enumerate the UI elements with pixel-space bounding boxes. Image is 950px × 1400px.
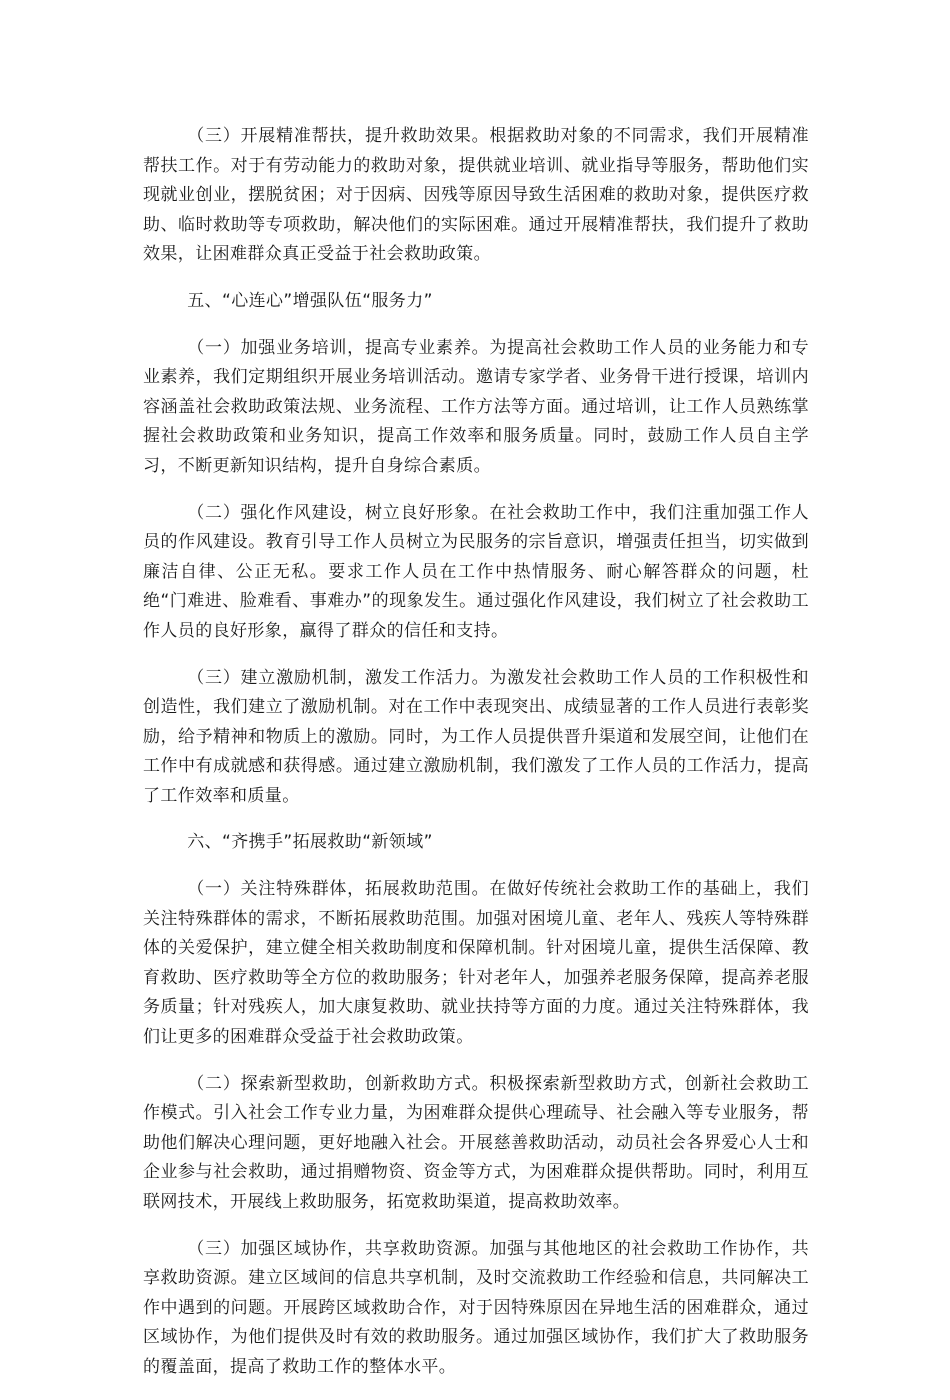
paragraph-business-training: （一）加强业务培训，提高专业素养。为提高社会救助工作人员的业务能力和专业素养，我们定期组织开展业务培训活动。邀请专家学者、业务骨干进行授课，培训内容涵盖社会救助政策法规、业务流程、工作方法等方面。通过培训，让工作人员熟练掌握社会救助政策和业务知识，提高工作效率和服务质量。同时，鼓励工作人员自主学习，不断更新知识结构，提升自身综合素质。: [143, 337, 809, 476]
section-heading-six: 六、“齐携手”拓展救助“新领域”: [187, 832, 433, 853]
section-heading-five: 五、“心连心”增强队伍“服务力”: [187, 290, 433, 311]
paragraph-work-style: （二）强化作风建设，树立良好形象。在社会救助工作中，我们注重加强工作人员的作风建设。教育引导工作人员树立为民服务的宗旨意识，增强责任担当，切实做到廉洁自律、公正无私。要求工作人员在工作中热情服务、耐心解答群众的问题，杜绝“门难进、脸难看、事难办”的现象发生。通过强化作风建设，我们树立了社会救助工作人员的良好形象，赢得了群众的信任和支持。: [143, 502, 809, 641]
paragraph-incentive-mechanism: （三）建立激励机制，激发工作活力。为激发社会救助工作人员的工作积极性和创造性，我们建立了激励机制。对在工作中表现突出、成绩显著的工作人员进行表彰奖励，给予精神和物质上的激励。同时，为工作人员提供晋升渠道和发展空间，让他们在工作中有成就感和获得感。通过建立激励机制，我们激发了工作人员的工作活力，提高了工作效率和质量。: [143, 667, 809, 806]
paragraph-precise-assistance: （三）开展精准帮扶，提升救助效果。根据救助对象的不同需求，我们开展精准帮扶工作。对于有劳动能力的救助对象，提供就业培训、就业指导等服务，帮助他们实现就业创业，摆脱贫困；对于因病、因残等原因导致生活困难的救助对象，提供医疗救助、临时救助等专项救助，解决他们的实际困难。通过开展精准帮扶，我们提升了救助效果，让困难群众真正受益于社会救助政策。: [143, 126, 809, 265]
paragraph-new-assistance: （二）探索新型救助，创新救助方式。积极探索新型救助方式，创新社会救助工作模式。引入社会工作专业力量，为困难群众提供心理疏导、社会融入等专业服务，帮助他们解决心理问题，更好地融入社会。开展慈善救助活动，动员社会各界爱心人士和企业参与社会救助，通过捐赠物资、资金等方式，为困难群众提供帮助。同时，利用互联网技术，开展线上救助服务，拓宽救助渠道，提高救助效率。: [143, 1073, 809, 1212]
document-page: [143, 122, 809, 1400]
paragraph-special-groups: （一）关注特殊群体，拓展救助范围。在做好传统社会救助工作的基础上，我们关注特殊群体的需求，不断拓展救助范围。加强对困境儿童、老年人、残疾人等特殊群体的关爱保护，建立健全相关救助制度和保障机制。针对困境儿童，提供生活保障、教育救助、医疗救助等全方位的救助服务；针对老年人，加强养老服务保障，提高养老服务质量；针对残疾人，加大康复救助、就业扶持等方面的力度。通过关注特殊群体，我们让更多的困难群众受益于社会救助政策。: [143, 879, 809, 1048]
paragraph-regional-cooperation: （三）加强区域协作，共享救助资源。加强与其他地区的社会救助工作协作，共享救助资源。建立区域间的信息共享机制，及时交流救助工作经验和信息，共同解决工作中遇到的问题。开展跨区域救助合作，对于因特殊原因在异地生活的困难群众，通过区域协作，为他们提供及时有效的救助服务。通过加强区域协作，我们扩大了救助服务的覆盖面，提高了救助工作的整体水平。: [143, 1238, 809, 1377]
